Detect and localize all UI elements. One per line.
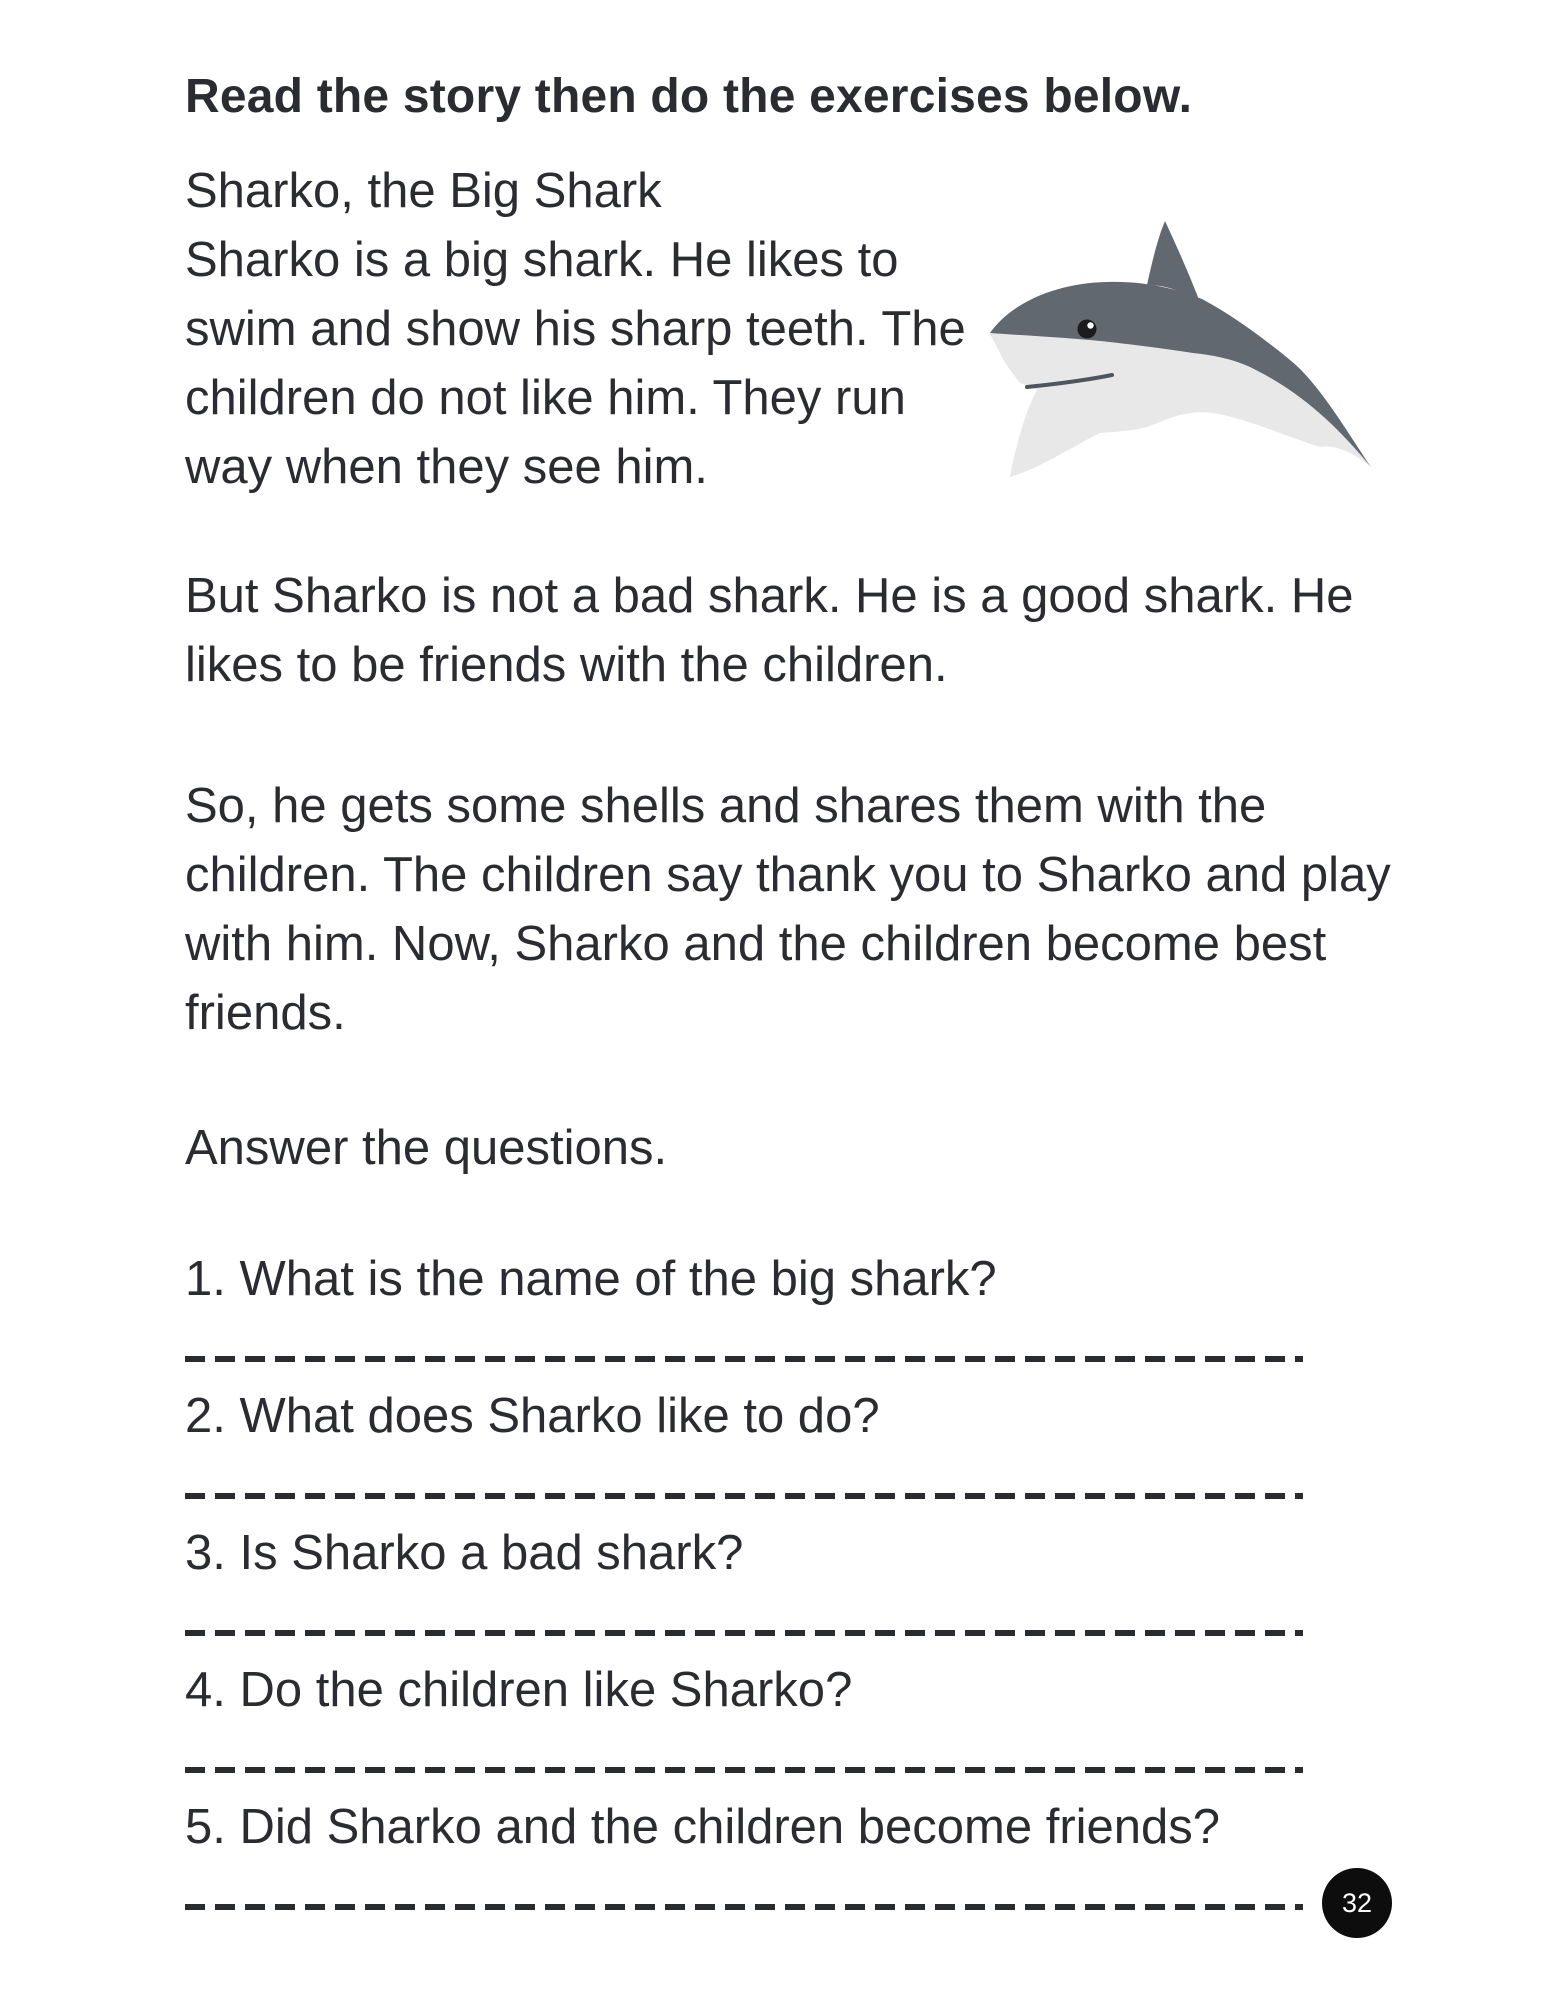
story-section xyxy=(185,157,1430,502)
story-paragraph-1: Sharko is a big shark. He likes to swim and show his sharp teeth. The children do not like him. They run way when they see him. xyxy=(185,233,966,494)
answer-line-5 xyxy=(185,1904,1303,1910)
page-title: Read the story then do the exercises below. xyxy=(185,70,1193,123)
question-2: 2. What does Sharko like to do? xyxy=(185,1389,880,1443)
answer-line-3 xyxy=(185,1630,1303,1636)
page-number: 32 xyxy=(1341,1887,1373,1918)
question-3: 3. Is Sharko a bad shark? xyxy=(185,1526,744,1580)
shark-illustration xyxy=(975,157,1430,489)
shark-eye xyxy=(1078,320,1097,339)
shark-svg xyxy=(987,187,1387,487)
shark-eye-highlight xyxy=(1087,322,1093,328)
page-number-badge xyxy=(1322,1868,1392,1938)
story-paragraph-2: But Sharko is not a bad shark. He is a good shark. He likes to be friends with the children. xyxy=(185,569,1354,692)
answer-prompt: Answer the questions. xyxy=(185,1121,668,1175)
story-paragraph-3: So, he gets some shells and shares them with the children. The children say thank you to Sharko and play with him. Now, Sharko and the children become best friends. xyxy=(185,779,1391,1040)
story-title: Sharko, the Big Shark xyxy=(185,164,662,218)
question-4: 4. Do the children like Sharko? xyxy=(185,1663,853,1717)
answer-line-1 xyxy=(185,1356,1303,1362)
answer-line-4 xyxy=(185,1767,1303,1773)
question-5: 5. Did Sharko and the children become friends? xyxy=(185,1800,1221,1854)
question-1: 1. What is the name of the big shark? xyxy=(185,1252,997,1306)
answer-line-2 xyxy=(185,1493,1303,1499)
